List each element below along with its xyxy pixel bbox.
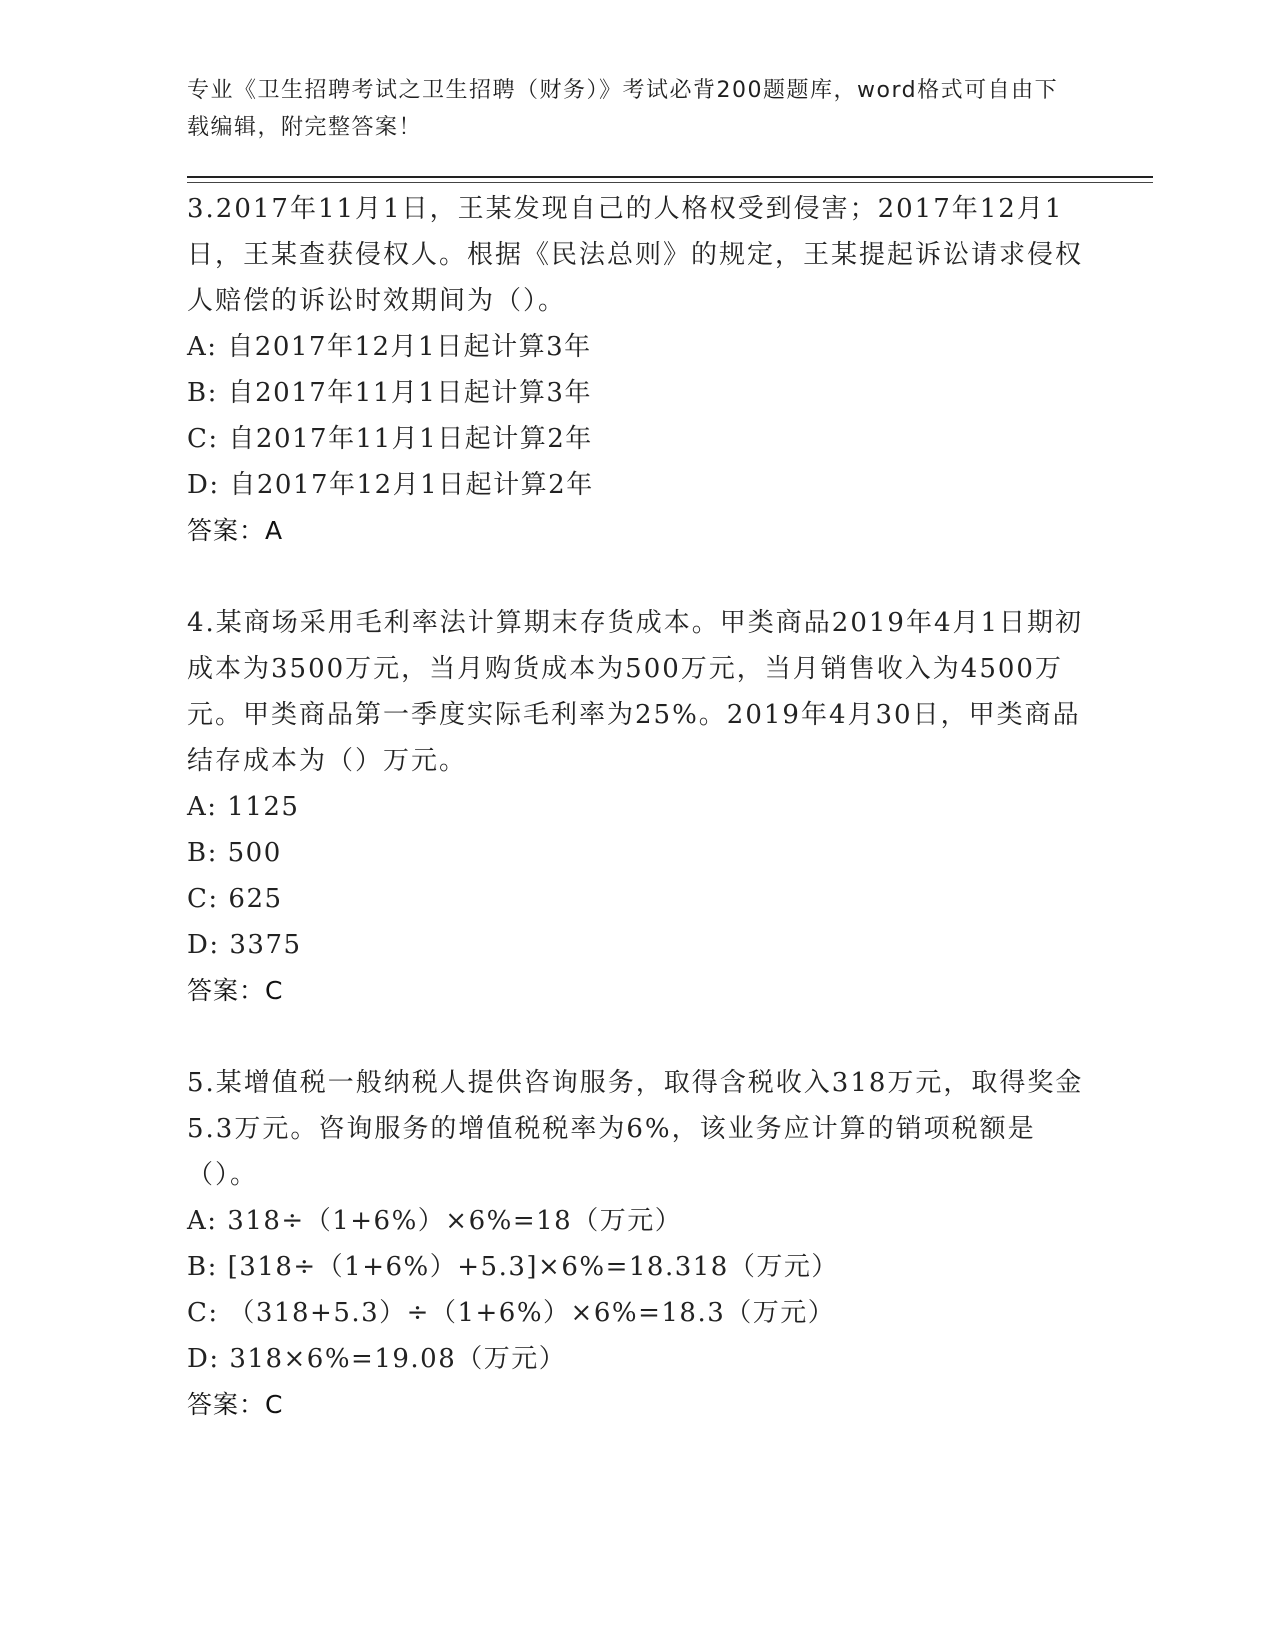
header-divider-thick xyxy=(187,176,1153,178)
answer-line: 答案：C xyxy=(187,1390,284,1419)
option-b: B: 500 xyxy=(187,838,282,868)
question-stem: 5.某增值税一般纳税人提供咨询服务，取得含税收入318万元，取得奖金5.3万元。咨询服务的增值税税率为6%，该业务应计算的销项税额是（）。 xyxy=(187,1068,1084,1190)
option-c: C: 自2017年11月1日起计算2年 xyxy=(187,424,593,454)
option-c: C: 625 xyxy=(187,884,283,914)
question-5 xyxy=(187,1060,1087,1428)
option-a: A: 1125 xyxy=(187,792,300,822)
option-d: D: 318×6%=19.08（万元） xyxy=(187,1344,567,1374)
question-list xyxy=(187,186,1087,1428)
answer-line: 答案：C xyxy=(187,976,284,1005)
option-a: A: 自2017年12月1日起计算3年 xyxy=(187,332,592,362)
option-d: D: 自2017年12月1日起计算2年 xyxy=(187,470,594,500)
option-d: D: 3375 xyxy=(187,930,302,960)
question-spacer xyxy=(187,554,1087,600)
header-divider-thin xyxy=(187,182,1153,183)
option-c: C: （318+5.3）÷（1+6%）×6%=18.3（万元） xyxy=(187,1298,836,1328)
question-stem: 3.2017年11月1日，王某发现自己的人格权受到侵害；2017年12月1日，王某查获侵权人。根据《民法总则》的规定，王某提起诉讼请求侵权人赔偿的诉讼时效期间为（）。 xyxy=(187,194,1084,316)
question-3 xyxy=(187,186,1087,554)
question-stem: 4.某商场采用毛利率法计算期末存货成本。甲类商品2019年4月1日期初成本为3500万元，当月购货成本为500万元，当月销售收入为4500万元。甲类商品第一季度实际毛利率为25%。2019年4月30日，甲类商品结存成本为（）万元。 xyxy=(187,608,1084,776)
answer-line: 答案：A xyxy=(187,516,284,545)
option-b: B: 自2017年11月1日起计算3年 xyxy=(187,378,592,408)
option-b: B: [318÷（1+6%）+5.3]×6%=18.318（万元） xyxy=(187,1252,839,1282)
document-header: 专业《卫生招聘考试之卫生招聘（财务）》考试必背200题题库，word格式可自由下载编辑，附完整答案！ xyxy=(187,78,1059,140)
question-spacer xyxy=(187,1014,1087,1060)
question-4 xyxy=(187,600,1087,1014)
option-a: A: 318÷（1+6%）×6%=18（万元） xyxy=(187,1206,683,1236)
